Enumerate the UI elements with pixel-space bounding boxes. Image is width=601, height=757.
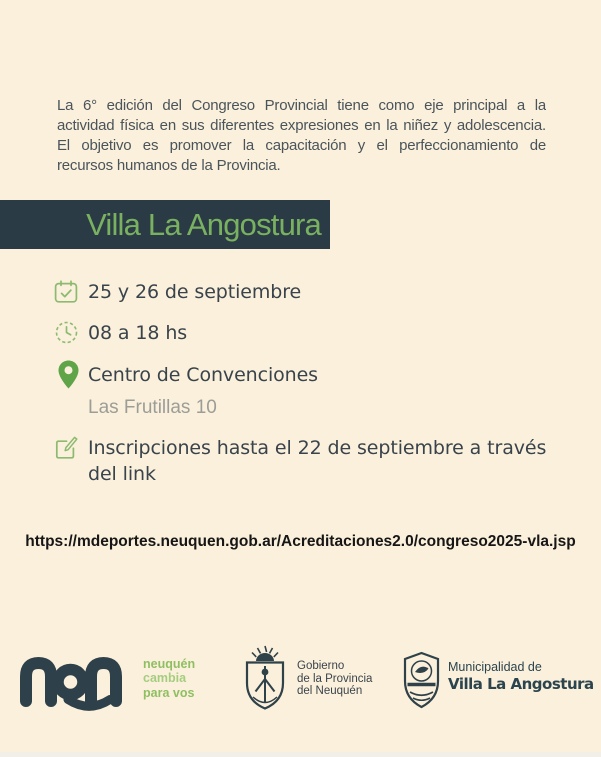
venue-address-text: Las Frutillas 10 (88, 397, 217, 418)
municipalidad-emblem-icon (401, 651, 442, 709)
intro-line: El objetivo es promover la capacitación y el perfeccionamiento de (57, 137, 546, 154)
registration-text-line2: del link (88, 463, 156, 485)
registration-url[interactable]: https://mdeportes.neuquen.gob.ar/Acreditaciones2.0/congreso2025-vla.jsp (25, 533, 576, 550)
municipalidad-line1: Municipalidad de (448, 660, 542, 674)
time-text: 08 a 18 hs (88, 322, 188, 344)
nqn-logo (19, 657, 123, 713)
clock-icon (55, 321, 78, 344)
location-banner (0, 200, 330, 249)
venue-text: Centro de Convenciones (88, 364, 318, 386)
location-pin-icon (58, 360, 79, 389)
tagline-line: neuquén (143, 657, 196, 671)
provincia-crest-icon (241, 645, 289, 713)
register-icon (54, 436, 78, 460)
gobierno-line: Gobierno (297, 660, 345, 672)
tagline-line: cambia (143, 671, 187, 686)
intro-line: recursos humanos de la Provincia. (57, 157, 281, 174)
bottom-edge-strip (0, 752, 601, 757)
gobierno-label (297, 660, 372, 698)
registration-text-line1: Inscripciones hasta el 22 de septiembre a través (88, 437, 547, 459)
tagline-line: para vos (143, 685, 195, 700)
calendar-icon (54, 280, 78, 304)
intro-paragraph (57, 96, 546, 176)
gobierno-line: de la Provincia (297, 672, 373, 685)
municipalidad-line2: Villa La Angostura (448, 675, 594, 693)
location-banner-title: Villa La Angostura (86, 207, 321, 242)
municipalidad-label (448, 661, 594, 694)
nqn-tagline (143, 657, 195, 700)
intro-line: La 6° edición del Congreso Provincial tiene como eje principal a la (57, 97, 546, 114)
date-text: 25 y 26 de septiembre (88, 281, 302, 303)
gobierno-line: del Neuquén (297, 685, 363, 698)
intro-line: actividad física en sus diferentes expresiones en la niñez y adolescencia. (57, 117, 546, 134)
